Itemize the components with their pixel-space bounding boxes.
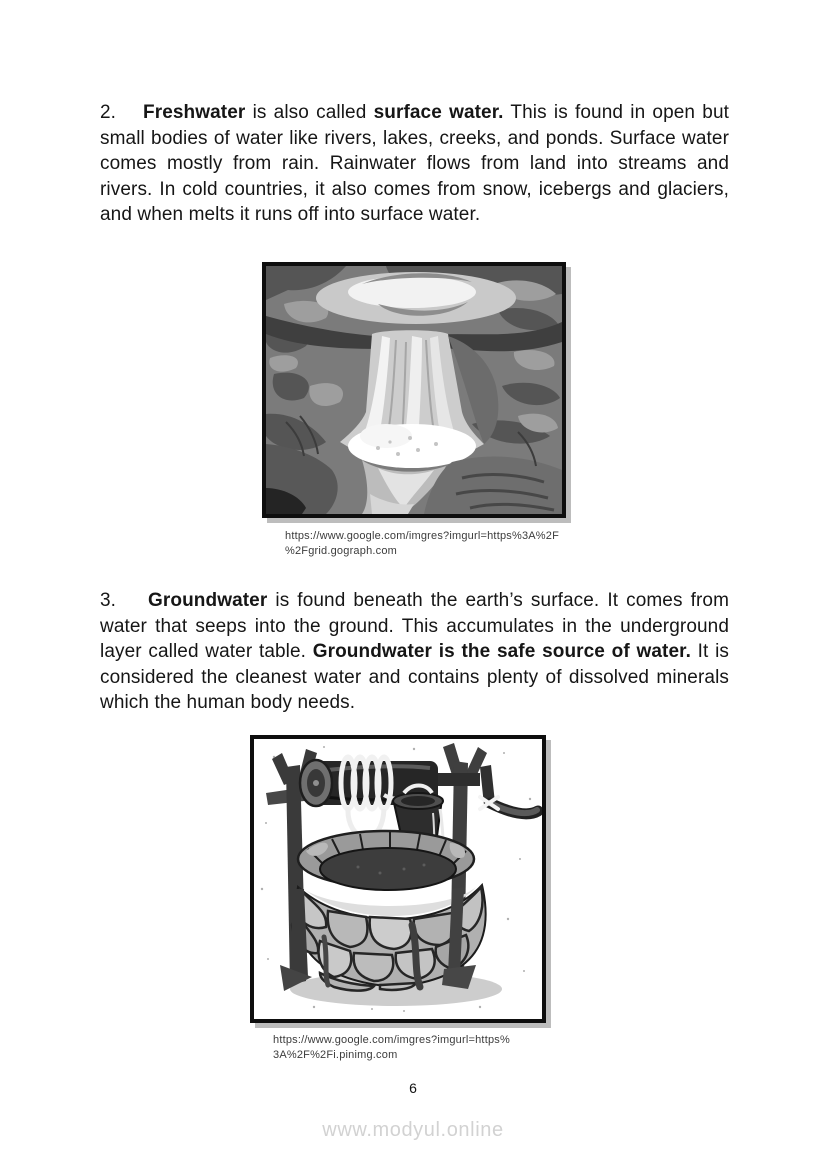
caption-line: %2Fgrid.gograph.com [285,544,398,557]
caption-line: https://www.google.com/imgres?imgurl=https%3A%2F [285,530,560,542]
body-text: is also called [245,102,374,123]
page-number: 6 [409,1080,417,1096]
waterfall-figure [262,262,566,518]
waterfall-caption [285,529,559,558]
body-text: is found beneath the earth’s surface. It comes from water that seeps into the ground. This accumulates in the underground layer called water table. [100,590,729,663]
bold-term-surface-water: surface water. [373,102,504,123]
list-number: 2. [100,102,117,123]
bold-term-freshwater: Freshwater [143,102,246,123]
paragraph-groundwater [100,588,729,716]
body-text: This is found in open but small bodies of water like rivers, lakes, creeks, and ponds. Surface water comes mostly from rain. Rainwater flows from land into streams and rivers. In cold countries, it also comes from snow, icebergs and glaciers, and when melts it runs off into surface water. [100,102,730,226]
paragraph-freshwater [100,100,729,228]
well-figure [250,735,546,1023]
site-watermark: www.modyul.online [322,1119,504,1141]
bold-term-groundwater: Groundwater [148,590,268,611]
caption-line: 3A%2F%2Fi.pinimg.com [273,1048,398,1061]
bold-term-safe-source: Groundwater is the safe source of water. [312,641,691,663]
well-caption [273,1033,510,1062]
body-text: It is considered the cleanest water and contains plenty of dissolved minerals which the human body needs. [100,641,730,714]
water-well-illustration [254,739,542,1019]
caption-line: https://www.google.com/imgres?imgurl=https% [273,1034,510,1046]
waterfall-illustration [266,266,562,514]
list-number: 3. [100,590,117,611]
